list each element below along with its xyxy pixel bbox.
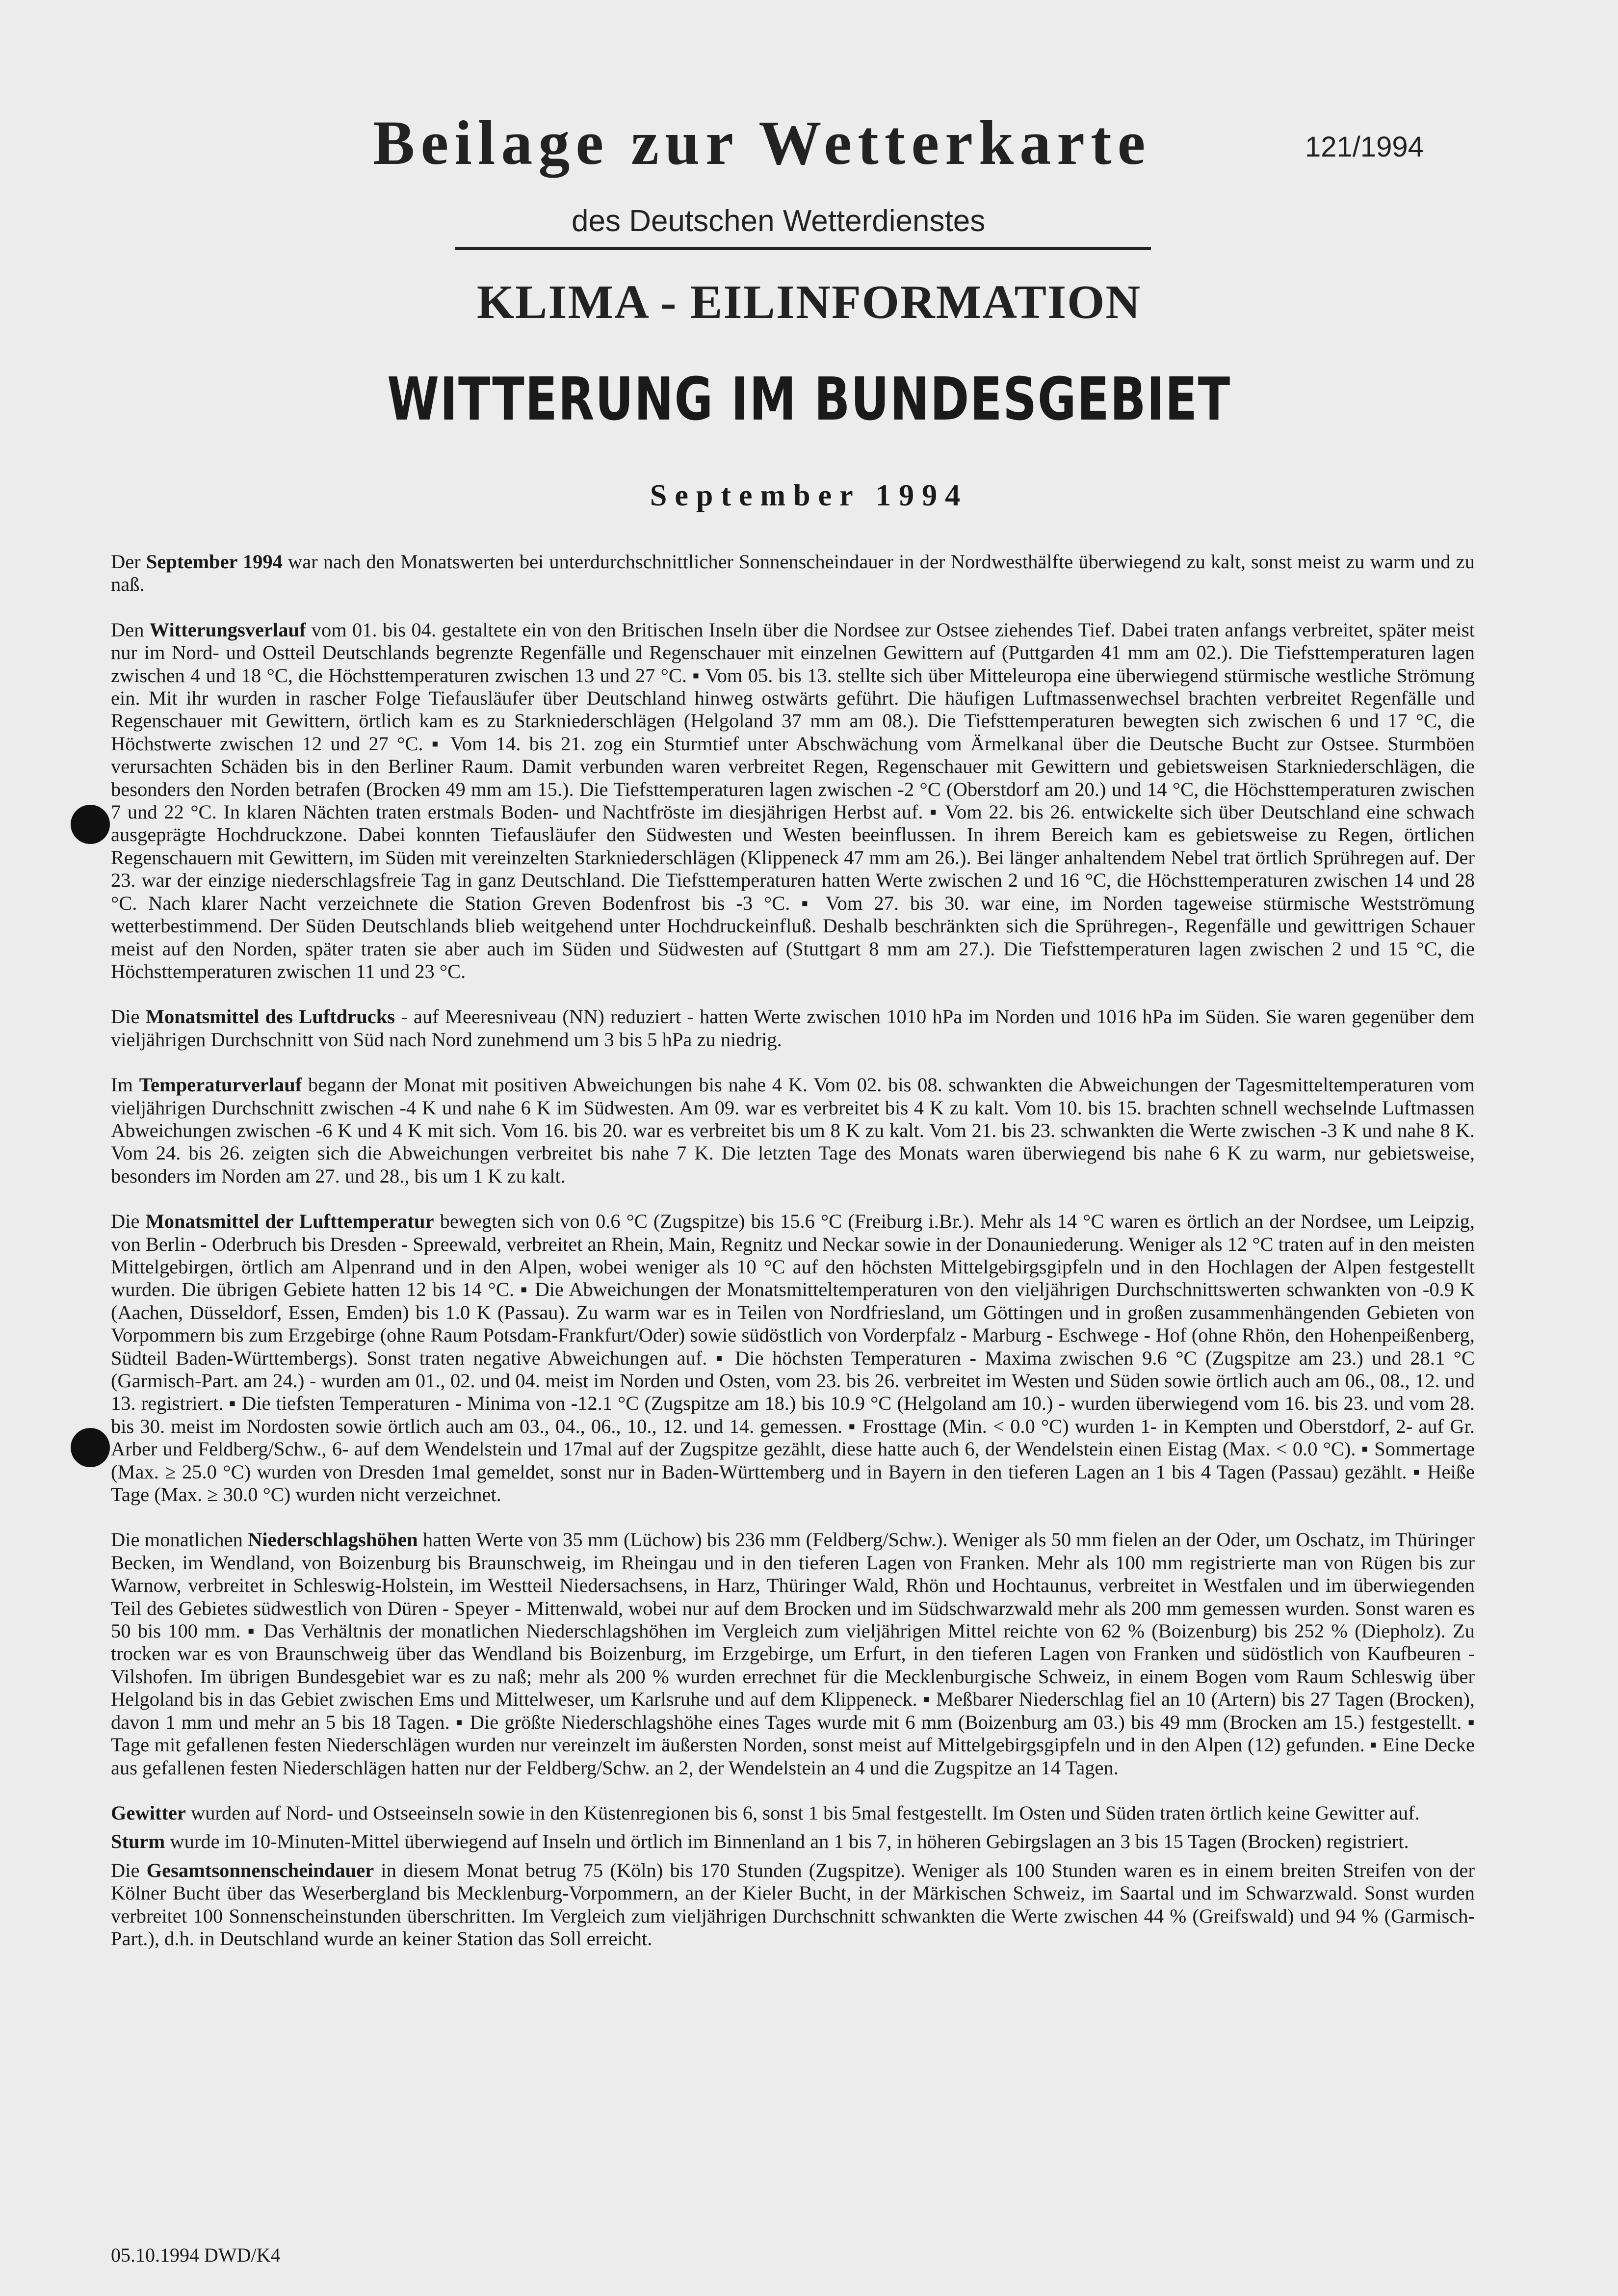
punch-hole-bottom [71, 1428, 110, 1467]
paragraph-sonnenscheindauer: Die Gesamtsonnenscheindauer in diesem Monat betrug 75 (Köln) bis 170 Stunden (Zugspitze). Weniger als 100 Stunden waren es in einem breiten Streifen von der Kölner Bucht über das Weserbergland bis Mecklenburg-Vorpommern, an der Kieler Bucht, in der Märkischen Schweiz, im Saartal und im Schwarzwald. Sonst wurden verbreitet 100 Sonnenscheinstunden überschritten. Im Vergleich zum vieljährigen Durchschnitt schwankten die Werte zwischen 44 % (Greifswald) und 94 % (Garmisch-Part.), d.h. in Deutschland wurde an keiner Station das Soll erreicht. [111, 1859, 1475, 1950]
main-title: Beilage zur Wetterkarte [373, 108, 1151, 178]
subtitle: des Deutschen Wetterdienstes [572, 204, 986, 238]
paragraph-gewitter: Gewitter wurden auf Nord- und Ostseeinseln sowie in den Küstenregionen bis 6, sonst 1 bis 5mal festgestellt. Im Osten und Süden traten örtlich keine Gewitter auf. [111, 1801, 1420, 1824]
footer-date-code: 05.10.1994 DWD/K4 [111, 2244, 281, 2266]
header-rule [455, 247, 1151, 250]
headline: WITTERUNG IM BUNDESGEBIET [387, 366, 1231, 434]
report-month: September 1994 [650, 479, 968, 512]
section-title: KLIMA - EILINFORMATION [476, 276, 1142, 329]
paragraph-witterungsverlauf: Den Witterungsverlauf vom 01. bis 04. gestaltete ein von den Britischen Inseln über die Nordsee zur Ostsee ziehendes Tief. Dabei traten anfangs verbreitet, später meist nur im Nord- und Ostteil Deutschlands begrenzte Regenfälle und Regenschauer mit einzelnen Gewittern auf (Puttgarden 41 mm am 02.). Die Tiefsttemperaturen lagen zwischen 4 und 18 °C, die Höchsttemperaturen zwischen 13 und 27 °C. ▪ Vom 05. bis 13. stellte sich über Mitteleuropa eine überwiegend stürmische westliche Strömung ein. Mit ihr wurden in rascher Folge Tiefausläufer über Deutschland hinweg ostwärts geführt. Die häufigen Luftmassenwechsel brachten verbreitet Regenfälle und Regenschauer mit Gewittern, örtlich kam es zu Starkniederschlägen (Helgoland 37 mm am 08.). Die Tiefsttemperaturen bewegten sich zwischen 6 und 17 °C, die Höchstwerte zwischen 12 und 27 °C. ▪ Vom 14. bis 21. zog ein Sturmtief unter Abschwächung vom Ärmelkanal über die Deutsche Bucht zur Ostsee. Sturmböen verursachten Schäden bis in den Berliner Raum. Damit verbunden waren verbreitet Regen, Regenschauer mit Gewittern und gebietsweisen Starkniederschlägen, die besonders den Norden betrafen (Brocken 49 mm am 15.). Die Tiefsttemperaturen lagen zwischen -2 °C (Oberstdorf am 20.) und 14 °C, die Höchsttemperaturen zwischen 7 und 22 °C. In klaren Nächten traten erstmals Boden- und Nachtfröste im diesjährigen Herbst auf. ▪ Vom 22. bis 26. entwickelte sich über Deutschland eine schwach ausgeprägte Hochdruckzone. Dabei konnten Tiefausläufer den Südwesten und Westen beeinflussen. In ihrem Bereich kam es gebietsweise zu Regen, örtlichen Regenschauern mit Gewittern, im Süden mit vereinzelten Starkniederschlägen (Klippeneck 47 mm am 26.). Bei länger anhaltendem Nebel trat örtlich Sprühregen auf. Der 23. war der einzige niederschlagsfreie Tag in ganz Deutschland. Die Tiefsttemperaturen hatten Werte zwischen 2 und 16 °C, die Höchsttemperaturen zwischen 14 und 28 °C. Nach klarer Nacht verzeichnete die Station Greven Bodenfrost bis -3 °C. ▪ Vom 27. bis 30. war eine, im Norden tageweise stürmische Westströmung wetterbestimmend. Der Süden Deutschlands blieb weitgehend unter Hochdruckeinfluß. Deshalb beschränkten sich die Sprühregen-, Regenfälle und gewittrigen Schauer meist auf den Norden, später traten sie aber auch im Süden und Südwesten auf (Stuttgart 8 mm am 27.). Die Tiefsttemperaturen lagen zwischen 2 und 15 °C, die Höchsttemperaturen zwischen 11 und 23 °C. [111, 618, 1475, 982]
title-row [373, 107, 1452, 181]
punch-hole-top [71, 805, 110, 844]
paragraph-intro: Der September 1994 war nach den Monatswerten bei unterdurchschnittlicher Sonnenscheindauer in der Nordwesthälfte überwiegend zu kalt, sonst meist zu warm und zu naß. [111, 551, 1475, 596]
paragraph-niederschlag: Die monatlichen Niederschlagshöhen hatten Werte von 35 mm (Lüchow) bis 236 mm (Feldberg/Schw.). Weniger als 50 mm fielen an der Oder, um Oschatz, im Thüringer Becken, im Wendland, von Boizenburg bis Braunschweig, im Rheingau und in den tieferen Lagen von Franken. Mehr als 100 mm registrierte man von Rügen bis zur Warnow, verbreitet in Schleswig-Holstein, im Westteil Niedersachsens, in Harz, Thüringer Wald, Rhön und Hochtaunus, verbreitet in Westfalen und im überwiegenden Teil des Gebietes südwestlich von Düren - Speyer - Mittenwald, wobei nur auf dem Brocken und im Südschwarzwald mehr als 200 mm gemessen wurden. Sonst waren es 50 bis 100 mm. ▪ Das Verhältnis der monatlichen Niederschlagshöhen im Vergleich zum vieljährigen Mittel reichte von 62 % (Boizenburg) bis 252 % (Diepholz). Zu trocken war es von Braunschweig über das Wendland bis Boizenburg, im Erzgebirge, um Erfurt, in den tieferen Lagen von Franken und südöstlich von Kaufbeuren - Vilshofen. Im übrigen Bundesgebiet war es zu naß; mehr als 200 % wurden errechnet für die Mecklenburgische Schweiz, in einem Bogen vom Raum Schleswig über Helgoland bis in das Gebiet zwischen Ems und Mittelweser, um Karlsruhe und auf dem Klippeneck. ▪ Meßbarer Niederschlag fiel an 10 (Artern) bis 27 Tagen (Brocken), davon 1 mm und mehr an 5 bis 18 Tagen. ▪ Die größte Niederschlagshöhe eines Tages wurde mit 6 mm (Boizenburg am 03.) bis 49 mm (Brocken am 15.) festgestellt. ▪ Tage mit gefallenen festen Niederschlägen wurden nur vereinzelt im äußersten Norden, sonst meist auf Mittelgebirgsgipfeln und in den Alpen (12) gefunden. ▪ Eine Decke aus gefallenen festen Niederschlägen hatten nur der Feldberg/Schw. an 2, der Wendelstein an 4 und die Zugspitze an 14 Tagen. [111, 1529, 1475, 1779]
paragraph-luftdruck: Die Monatsmittel des Luftdrucks - auf Meeresniveau (NN) reduziert - hatten Werte zwischen 1010 hPa im Norden und 1016 hPa im Süden. Sie waren gegenüber dem vieljährigen Durchschnitt von Süd nach Nord zunehmend um 3 bis 5 hPa zu niedrig. [111, 1005, 1475, 1051]
issue-number: 121/1994 [1305, 131, 1424, 163]
report-body [111, 551, 1475, 1973]
paragraph-temperaturverlauf: Im Temperaturverlauf begann der Monat mit positiven Abweichungen bis nahe 4 K. Vom 02. bis 08. schwankten die Abweichungen der Tagesmitteltemperaturen vom vieljährigen Durchschnitt zwischen -4 K und nahe 6 K im Südwesten. Am 09. war es verbreitet bis 4 K zu kalt. Vom 10. bis 15. brachten schnell wechselnde Luftmassen Abweichungen zwischen -6 K und 4 K mit sich. Vom 16. bis 20. war es verbreitet bis um 8 K zu kalt. Vom 21. bis 23. schwankten die Werte zwischen -3 K und nahe 8 K. Vom 24. bis 26. zeigten sich die Abweichungen verbreitet bis nahe 7 K. Die letzten Tage des Monats waren überwiegend bis nahe 6 K zu warm, nur gebietsweise, besonders im Norden am 27. und 28., bis um 1 K zu kalt. [111, 1074, 1475, 1187]
paragraph-lufttemperatur: Die Monatsmittel der Lufttemperatur bewegten sich von 0.6 °C (Zugspitze) bis 15.6 °C (Freiburg i.Br.). Mehr als 14 °C waren es örtlich an der Nordsee, um Leipzig, von Berlin - Oderbruch bis Dresden - Spreewald, verbreitet an Rhein, Main, Regnitz und Neckar sowie in der Donauniederung. Weniger als 12 °C traten auf in den meisten Mittelgebirgen, örtlich am Alpenrand und in den Alpen, wobei weniger als 10 °C auf den höchsten Mittelgebirgsgipfeln und in den Hochlagen der Alpen festgestellt wurden. Die übrigen Gebiete hatten 12 bis 14 °C. ▪ Die Abweichungen der Monatsmitteltemperaturen von den vieljährigen Durchschnittswerten schwankten von -0.9 K (Aachen, Düsseldorf, Essen, Emden) bis 1.0 K (Passau). Zu warm war es in Teilen von Nordfriesland, um Göttingen und in großen zusammenhängenden Gebieten von Vorpommern bis zum Erzgebirge (ohne Raum Potsdam-Frankfurt/Oder) sowie südöstlich von Vorderpfalz - Marburg - Eschwege - Hof (ohne Rhön, den Hohenpeißenberg, Südteil Baden-Württembergs). Sonst traten negative Abweichungen auf. ▪ Die höchsten Temperaturen - Maxima zwischen 9.6 °C (Zugspitze am 23.) und 28.1 °C (Garmisch-Part. am 24.) - wurden am 01., 02. und 04. meist im Norden und Osten, vom 23. bis 26. verbreitet im Westen und Süden sowie örtlich auch am 06., 08., 12. und 13. registriert. ▪ Die tiefsten Temperaturen - Minima von -12.1 °C (Zugspitze am 18.) bis 10.9 °C (Helgoland am 10.) - wurden überwiegend vom 16. bis 23. und vom 28. bis 30. meist im Nordosten sowie örtlich auch am 03., 04., 06., 10., 12. und 14. gemessen. ▪ Frosttage (Min. < 0.0 °C) wurden 1- in Kempten und Oberstdorf, 2- auf Gr. Arber und Feldberg/Schw., 6- auf dem Wendelstein und 17mal auf der Zugspitze gezählt, diese hatte auch 6, der Wendelstein einen Eistag (Max. < 0.0 °C). ▪ Sommertage (Max. ≥ 25.0 °C) wurden von Dresden 1mal gemeldet, sonst nur in Baden-Württemberg und in Bayern in den tieferen Lagen an 1 bis 4 Tagen (Passau) gezählt. ▪ Heiße Tage (Max. ≥ 30.0 °C) wurden nicht verzeichnet. [111, 1210, 1475, 1506]
paragraph-sturm: Sturm wurde im 10-Minuten-Mittel überwiegend auf Inseln und örtlich im Binnenland an 1 bis 7, in höheren Gebirgslagen an 3 bis 15 Tagen (Brocken) registriert. [111, 1830, 1409, 1853]
